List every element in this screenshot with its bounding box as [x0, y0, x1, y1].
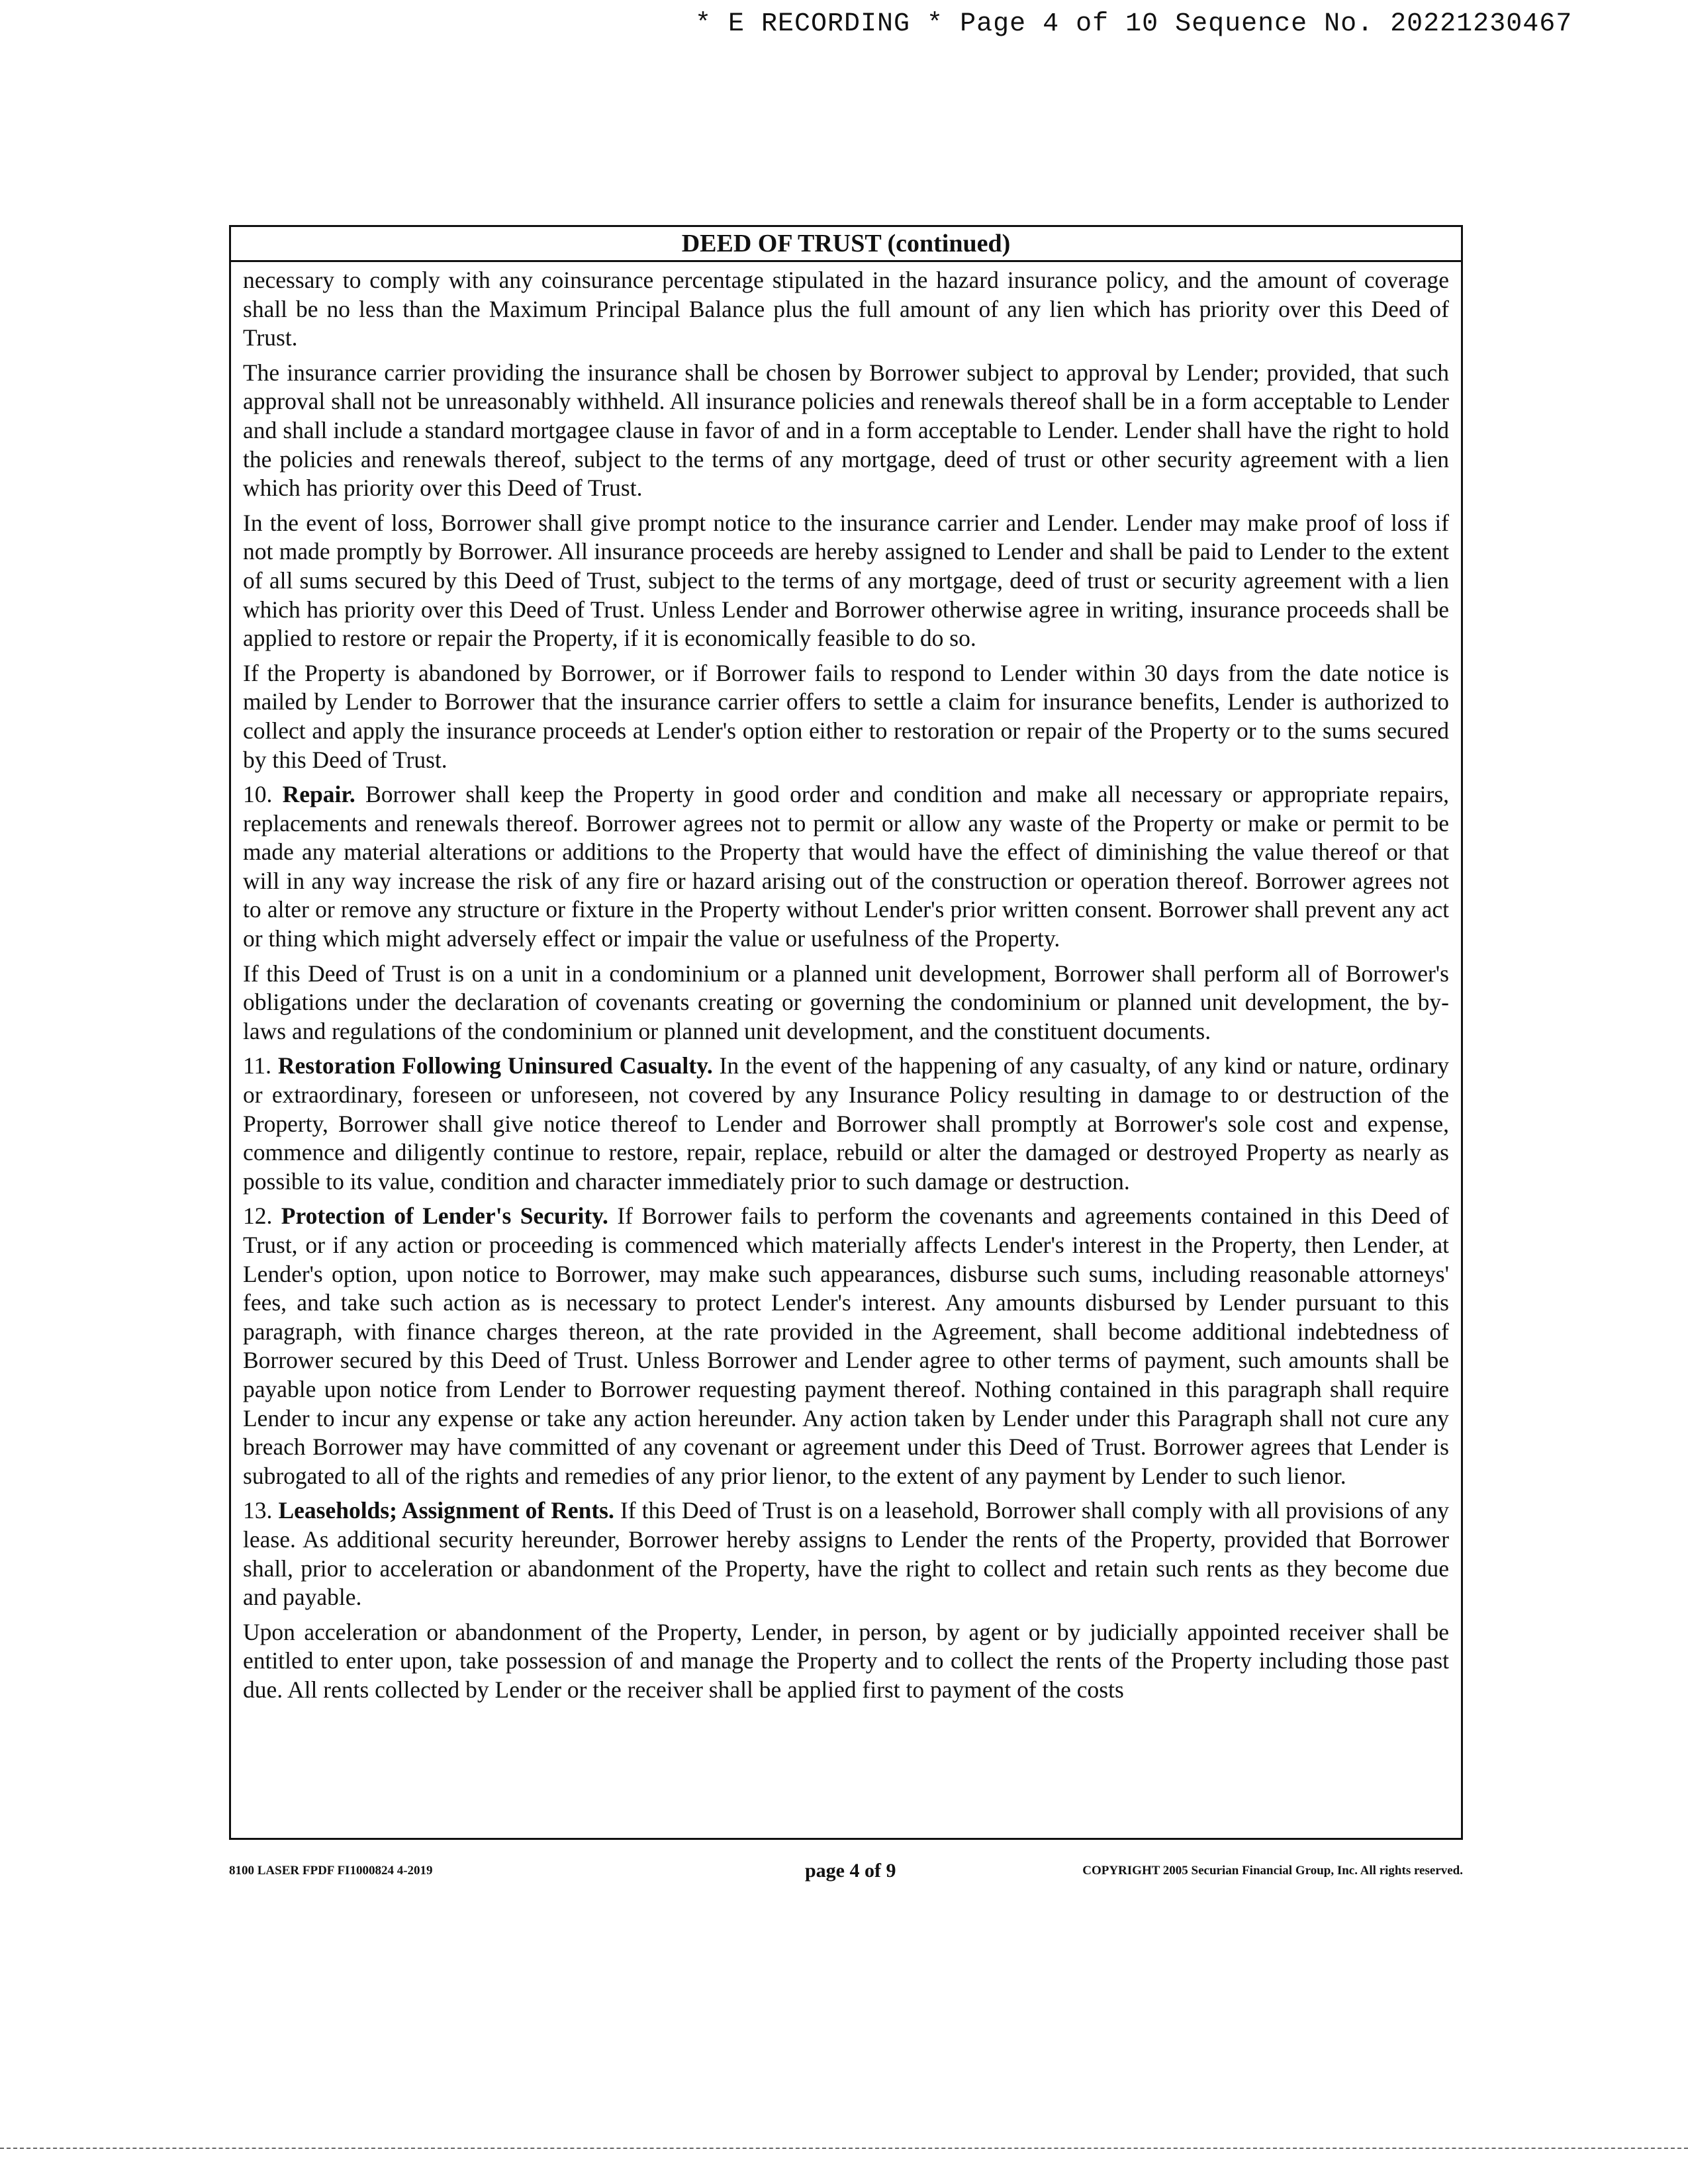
paragraph-repair: 10. Repair. Borrower shall keep the Property in good order and condition and make all necessary or appropriate repairs, replacements and renewals thereof. Borrower agrees not to permit or allow any waste of the Property or make or permit to be made any material alterations or additions to the Property that would have the effect of diminishing the value thereof or that will in any way increase the risk of any fire or hazard arising out of the construction or operation thereof. Borrower agrees not to alter or remove any structure or fixture in the Property without Lender's prior written consent. Borrower shall prevent any act or thing which might adversely effect or impair the value or usefulness of the Property.: [243, 781, 1450, 952]
paragraph-abandoned-property: If the Property is abandoned by Borrower, or if Borrower fails to respond to Lender within 30 days from the date notice is mailed by Lender to Borrower that the insurance carrier offers to settle a claim for insurance benefits, Lender is authorized to collect and apply the insurance proceeds at Lender's option either to restoration or repair of the Property or to the sums secured by this Deed of Trust.: [243, 659, 1449, 773]
section-number: 10.: [243, 781, 273, 808]
document-box: [229, 225, 1463, 1840]
copyright-notice: COPYRIGHT 2005 Securian Financial Group, Inc. All rights reserved.: [1082, 1864, 1463, 1878]
section-heading: Restoration Following Uninsured Casualty.: [277, 1052, 713, 1079]
section-number: 12.: [243, 1203, 273, 1230]
paragraph-acceleration-rents: Upon acceleration or abandonment of the Property, Lender, in person, by agent or by judicially appointed receiver shall be entitled to enter upon, take possession of and manage the Property and to collect the rents of the Property including those past due. All rents collected by Lender or the receiver shall be applied first to payment of the costs: [243, 1618, 1449, 1703]
document-body: [231, 262, 1461, 1705]
page-number: page 4 of 9: [805, 1860, 896, 1882]
section-heading: Leaseholds; Assignment of Rents.: [278, 1497, 614, 1524]
paragraph-protection-of-security: 12. Protection of Lender's Security. If Borrower fails to perform the covenants and agreements contained in this Deed of Trust, or if any action or proceeding is commenced which materially affects Lender's interest in the Property, then Lender, at Lender's option, upon notice to Borrower, may make such appearances, disburse such sums, including reasonable attorneys' fees, and take such action as is necessary to protect Lender's interest. Any amounts disbursed by Lender pursuant to this paragraph, with finance charges thereon, at the rate provided in the Agreement, shall become additional indebtedness of Borrower secured by this Deed of Trust. Unless Borrower and Lender agree to other terms of payment, such amounts shall be payable upon notice from Lender to Borrower requesting payment thereof. Nothing contained in this paragraph shall require Lender to incur any expense or take any action hereunder. Any action taken by Lender under this Paragraph shall not cure any breach Borrower may have committed of any covenant or agreement under this Deed of Trust. Borrower agrees that Lender is subrogated to all of the rights and remedies of any prior lienor, to the extent of any payment by Lender to such lienor.: [243, 1203, 1450, 1489]
paragraph-insurance-coverage: necessary to comply with any coinsurance percentage stipulated in the hazard insurance policy, and the amount of coverage shall be no less than the Maximum Principal Balance plus the full amount of any lien which has priority over this Deed of Trust.: [243, 267, 1449, 351]
section-number: 13.: [243, 1497, 273, 1524]
paragraph-condominium: If this Deed of Trust is on a unit in a condominium or a planned unit development, Borrower shall perform all of Borrower's obligations under the declaration of covenants creating or governing the condominium or planned unit development, the by-laws and regulations of the condominium or planned unit development, and the constituent documents.: [243, 960, 1449, 1044]
recording-header: * E RECORDING * Page 4 of 10 Sequence No. 20221230467: [695, 9, 1573, 39]
paragraph-insurance-carrier: The insurance carrier providing the insurance shall be chosen by Borrower subject to approval by Lender; provided, that such approval shall not be unreasonably withheld. All insurance policies and renewals thereof shall be in a form acceptable to Lender and shall include a standard mortgagee clause in favor of and in a form acceptable to Lender. Lender shall have the right to hold the policies and renewals thereof, subject to the terms of any mortgage, deed of trust or other security agreement with a lien which has priority over this Deed of Trust.: [243, 359, 1449, 502]
scan-edge-line: [0, 2148, 1688, 2149]
section-heading: Repair.: [282, 781, 355, 808]
paragraph-event-of-loss: In the event of loss, Borrower shall give prompt notice to the insurance carrier and Lender. Lender may make proof of loss if not made promptly by Borrower. All insurance proceeds are hereby assigned to Lender and shall be paid to Lender to the extent of all sums secured by this Deed of Trust, subject to the terms of any mortgage, deed of trust or security agreement with a lien which has priority over this Deed of Trust. Unless Lender and Borrower otherwise agree in writing, insurance proceeds shall be applied to restore or repair the Property, if it is economically feasible to do so.: [243, 509, 1449, 652]
document-title: DEED OF TRUST (continued): [231, 227, 1461, 262]
form-code: 8100 LASER FPDF FI1000824 4-2019: [229, 1864, 433, 1878]
paragraph-restoration: 11. Restoration Following Uninsured Casualty. In the event of the happening of any casualty, of any kind or nature, ordinary or extraordinary, foreseen or unforeseen, not covered by any Insurance Policy resulting in damage to or destruction of the Property, Borrower shall give notice thereof to Lender and Borrower shall promptly at Borrower's sole cost and expense, commence and diligently continue to restore, repair, replace, rebuild or alter the damaged or destroyed Property as nearly as possible to its value, condition and character immediately prior to such damage or destruction.: [243, 1052, 1450, 1195]
section-heading: Protection of Lender's Security.: [281, 1203, 608, 1230]
section-number: 11.: [243, 1052, 272, 1079]
paragraph-leaseholds: 13. Leaseholds; Assignment of Rents. If this Deed of Trust is on a leasehold, Borrower shall comply with all provisions of any lease. As additional security hereunder, Borrower hereby assigns to Lender the rents of the Property, provided that Borrower shall, prior to acceleration or abandonment of the Property, have the right to collect and retain such rents as they become due and payable.: [243, 1497, 1450, 1611]
